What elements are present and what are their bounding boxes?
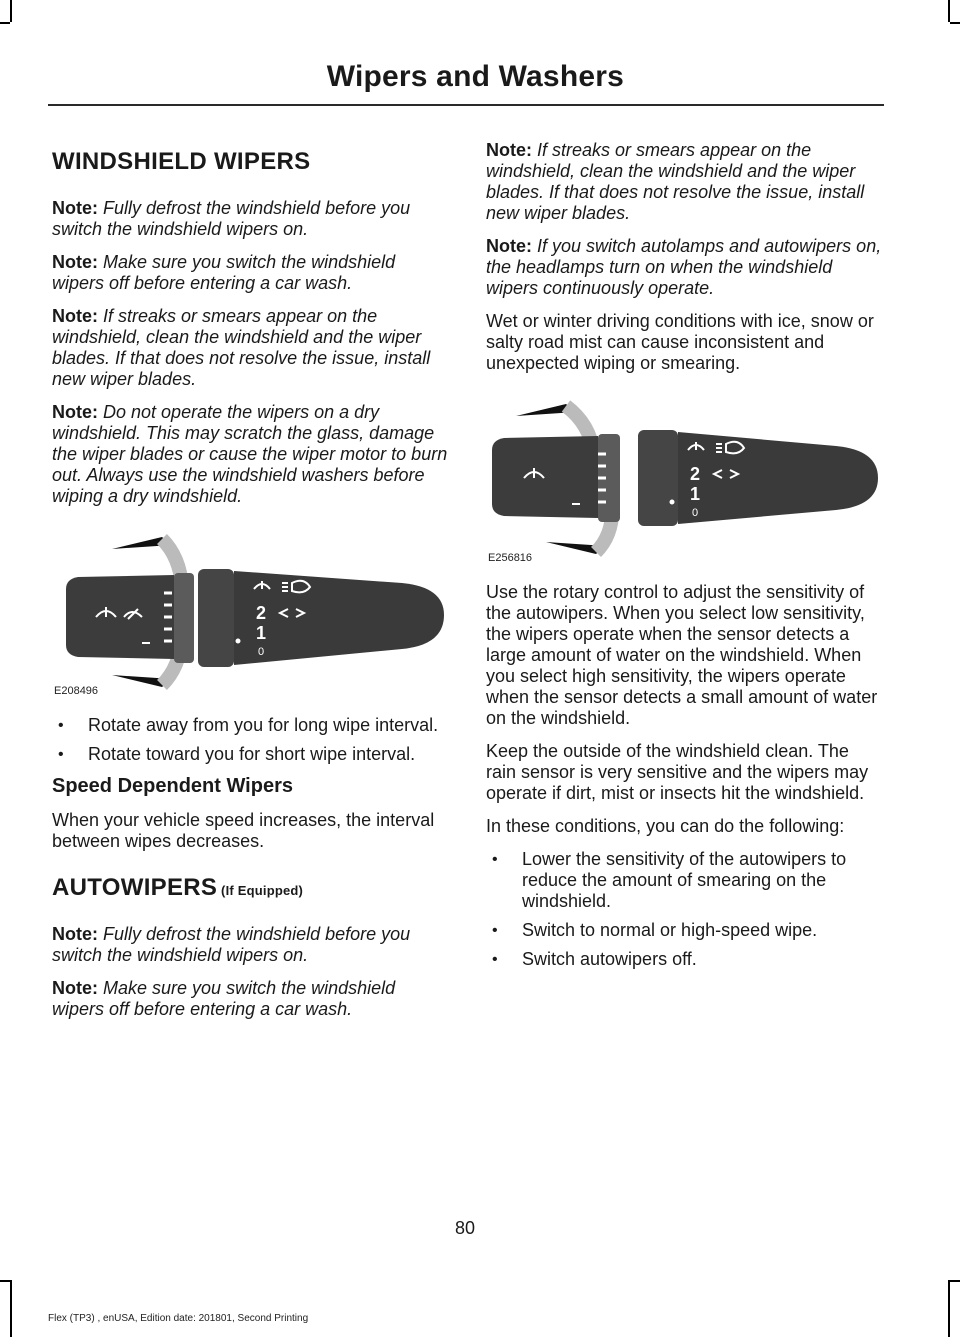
if-equipped-label: (If Equipped)	[217, 883, 304, 898]
auto-letter: U	[624, 458, 632, 469]
speed-label-two: 2	[690, 464, 701, 484]
note-paragraph	[486, 140, 882, 224]
subheading-speed-dependent-wipers: Speed Dependent Wipers	[52, 775, 293, 797]
note-text: Make sure you switch the windshield wipers off before entering a car wash.	[52, 978, 396, 1019]
crop-mark	[10, 1280, 12, 1337]
note-label: Note:	[52, 978, 98, 998]
figure-id: E208496	[54, 685, 99, 697]
note-text: If streaks or smears appear on the windshield, clean the windshield and the wiper blades. If that does not resolve the issue, install new wiper blades.	[52, 306, 431, 389]
rotate-bullet-list	[52, 715, 448, 765]
autowipers-title: AUTOWIPERS	[52, 874, 218, 901]
note-text: If streaks or smears appear on the windshield, clean the windshield and the wiper blades. If that does not resolve the issue, install new wiper blades.	[486, 140, 865, 223]
body-paragraph: In these conditions, you can do the following:	[486, 816, 845, 836]
footer-text: Flex (TP3) , enUSA, Edition date: 201801, Second Printing	[48, 1313, 309, 1324]
note-paragraph	[52, 306, 448, 390]
list-item: • Rotate away from you for long wipe interval.	[52, 715, 448, 736]
note-paragraph	[52, 402, 448, 507]
crop-mark	[0, 22, 10, 24]
speed-label-two: 2	[256, 603, 267, 623]
auto-letter: T	[624, 470, 631, 481]
body-paragraph: Keep the outside of the windshield clean. The rain sensor is very sensitive and the wipers may operate if dirt, mist or insects hit the windshield.	[486, 741, 869, 803]
crop-mark	[950, 1280, 960, 1282]
figure-id: E256816	[488, 552, 533, 564]
wiper-stalk-illustration	[52, 527, 448, 697]
auto-letter: A	[624, 446, 632, 457]
body-paragraph: Wet or winter driving conditions with ice, snow or salty road mist can cause inconsistent and unexpected wiping or smearing.	[486, 311, 874, 373]
note-label: Note:	[52, 402, 98, 422]
header-divider	[48, 104, 884, 106]
note-paragraph	[52, 252, 448, 294]
note-label: Note:	[486, 236, 532, 256]
note-paragraph	[52, 198, 448, 240]
list-item: • Lower the sensitivity of the autowipers to reduce the amount of smearing on the windshield.	[486, 849, 882, 912]
right-column	[486, 140, 882, 980]
auto-letter: O	[624, 482, 632, 493]
note-paragraph	[52, 924, 448, 966]
speed-label-zero: 0	[258, 646, 265, 658]
note-text: Make sure you switch the windshield wipers off before entering a car wash.	[52, 252, 396, 293]
autowiper-stalk-illustration	[486, 394, 882, 564]
speed-label-zero: 0	[692, 507, 699, 519]
speed-label-one: 1	[256, 623, 267, 643]
body-paragraph: When your vehicle speed increases, the interval between wipes decreases.	[52, 810, 435, 851]
note-paragraph	[486, 236, 882, 299]
note-label: Note:	[486, 140, 532, 160]
note-paragraph	[52, 978, 448, 1020]
crop-mark	[10, 0, 12, 22]
crop-mark	[948, 1280, 950, 1337]
crop-mark	[0, 1280, 10, 1282]
note-text: Fully defrost the windshield before you switch the windshield wipers on.	[52, 198, 411, 239]
wiper-stalk-drawing	[52, 527, 448, 697]
note-label: Note:	[52, 252, 98, 272]
section-heading-autowipers	[52, 874, 448, 902]
list-item: • Switch autowipers off.	[486, 949, 882, 970]
note-text: If you switch autolamps and autowipers on, the headlamps turn on when the windshield wipers continuously operate.	[486, 236, 882, 298]
speed-label-one: 1	[690, 484, 701, 504]
page-header-title: Wipers and Washers	[326, 60, 624, 93]
list-item: • Rotate toward you for short wipe interval.	[52, 744, 448, 765]
crop-mark	[950, 22, 960, 24]
note-label: Note:	[52, 306, 98, 326]
body-paragraph: Use the rotary control to adjust the sensitivity of the autowipers. When you select low sensitivity, the wipers operate when the sensor detects a large amount of water on the windshield. When you select high sensitivity, the wipers operate when the sensor detects a small amount of water on the windshield.	[486, 582, 878, 728]
list-item: • Switch to normal or high-speed wipe.	[486, 920, 882, 941]
page-number: 80	[454, 1218, 476, 1238]
left-column	[52, 140, 448, 1032]
note-text: Fully defrost the windshield before you switch the windshield wipers on.	[52, 924, 411, 965]
note-text: Do not operate the wipers on a dry windshield. This may scratch the glass, damage the wiper blades or cause the wiper motor to burn out. Always use the windshield washers before wiping a dry windshield.	[52, 402, 448, 506]
crop-mark	[948, 0, 950, 22]
section-heading-windshield-wipers: WINDSHIELD WIPERS	[52, 148, 311, 175]
autowiper-stalk-drawing	[486, 394, 882, 564]
note-label: Note:	[52, 198, 98, 218]
note-label: Note:	[52, 924, 98, 944]
conditions-bullet-list	[486, 849, 882, 970]
